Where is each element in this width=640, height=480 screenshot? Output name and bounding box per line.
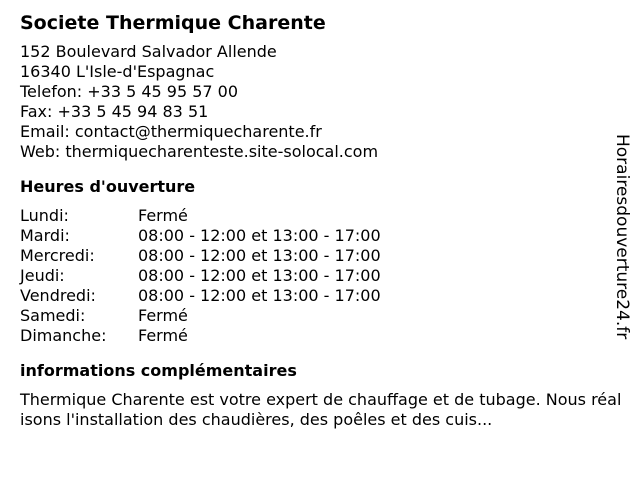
hours-row-vendredi <box>20 286 610 306</box>
hours-time: 08:00 - 12:00 et 13:00 - 17:00 <box>138 246 381 265</box>
contact-block <box>20 42 610 162</box>
hours-table <box>20 206 610 346</box>
company-name: Societe Thermique Charente <box>20 12 326 34</box>
fax-number: Fax: +33 5 45 94 83 51 <box>20 102 209 121</box>
hours-row-mardi <box>20 226 610 246</box>
info-description: Thermique Charente est votre expert de chauffage et de tubage. Nous réalisons l'installation des chaudières, des poêles et des cuis... <box>20 390 622 429</box>
hours-time: 08:00 - 12:00 et 13:00 - 17:00 <box>138 226 381 245</box>
hours-row-dimanche <box>20 326 610 346</box>
hours-day: Mardi: <box>20 226 70 245</box>
hours-time: Fermé <box>138 306 188 325</box>
hours-day: Lundi: <box>20 206 69 225</box>
hours-time: 08:00 - 12:00 et 13:00 - 17:00 <box>138 286 381 305</box>
hours-day: Samedi: <box>20 306 86 325</box>
hours-row-mercredi <box>20 246 610 266</box>
hours-day: Jeudi: <box>20 266 65 285</box>
hours-day: Vendredi: <box>20 286 96 305</box>
hours-time: 08:00 - 12:00 et 13:00 - 17:00 <box>138 266 381 285</box>
hours-row-samedi <box>20 306 610 326</box>
address-city: 16340 L'Isle-d'Espagnac <box>20 62 215 81</box>
address-street: 152 Boulevard Salvador Allende <box>20 42 277 61</box>
phone-number: Telefon: +33 5 45 95 57 00 <box>20 82 239 101</box>
email-address: Email: contact@thermiquecharente.fr <box>20 122 322 141</box>
hours-time: Fermé <box>138 206 188 225</box>
hours-title: Heures d'ouverture <box>20 177 196 196</box>
info-title: informations complémentaires <box>20 361 297 380</box>
hours-row-jeudi <box>20 266 610 286</box>
hours-time: Fermé <box>138 326 188 345</box>
site-watermark: Horairesdouverture24.fr <box>612 134 632 340</box>
hours-day: Dimanche: <box>20 326 107 345</box>
hours-row-lundi <box>20 206 610 226</box>
hours-day: Mercredi: <box>20 246 95 265</box>
website: Web: thermiquecharenteste.site-solocal.com <box>20 142 379 161</box>
